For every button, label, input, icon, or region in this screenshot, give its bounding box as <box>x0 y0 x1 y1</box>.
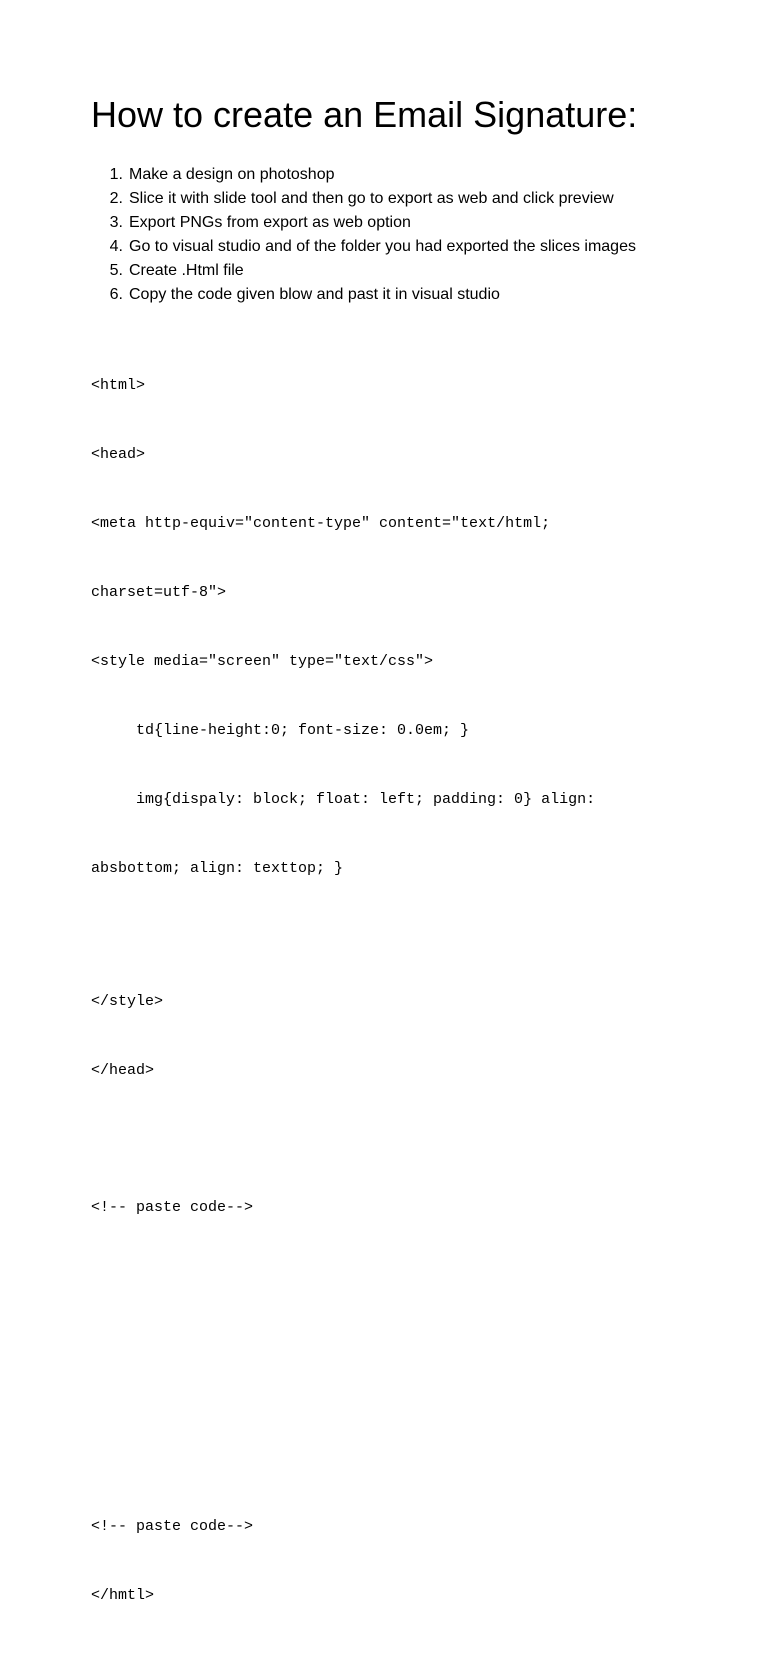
step-number: 1. <box>109 166 123 183</box>
step-text: Slice it with slide tool and then go to export as web and click preview <box>129 190 614 207</box>
blank-area <box>91 1265 691 1469</box>
list-item <box>0 259 768 283</box>
steps-list <box>0 163 768 307</box>
step-text: Copy the code given blow and past it in visual studio <box>129 286 500 303</box>
step-text: Create .Html file <box>129 262 244 279</box>
list-item <box>0 283 768 307</box>
list-item <box>0 163 768 187</box>
step-number: 6. <box>109 286 123 303</box>
code-line: <!-- paste code--> <box>91 1199 254 1216</box>
list-item <box>0 187 768 211</box>
code-line: img{dispaly: block; float: left; padding: 0} align: <box>136 791 596 808</box>
step-number: 4. <box>109 238 123 255</box>
code-line: </style> <box>91 993 164 1010</box>
code-line: <html> <box>91 377 146 394</box>
code-line: charset=utf-8"> <box>91 584 227 601</box>
list-item <box>0 235 768 259</box>
code-line: absbottom; align: texttop; } <box>91 860 344 877</box>
step-number: 2. <box>109 190 123 207</box>
code-block <box>91 328 691 1653</box>
code-line: td{line-height:0; font-size: 0.0em; } <box>136 722 470 739</box>
code-line: <meta http-equiv="content-type" content="text/html; <box>91 515 551 532</box>
step-text: Go to visual studio and of the folder you had exported the slices images <box>129 238 636 255</box>
step-text: Make a design on photoshop <box>129 166 335 183</box>
code-line: <head> <box>91 446 146 463</box>
step-text: Export PNGs from export as web option <box>129 214 411 231</box>
code-line: <!-- paste code--> <box>91 1518 254 1535</box>
step-number: 5. <box>109 262 123 279</box>
step-number: 3. <box>109 214 123 231</box>
code-line: </head> <box>91 1062 155 1079</box>
code-line: </hmtl> <box>91 1587 155 1604</box>
blank-line <box>91 1128 691 1150</box>
code-line: <style media="screen" type="text/css"> <box>91 653 434 670</box>
list-item <box>0 211 768 235</box>
page-title: How to create an Email Signature: <box>91 94 638 135</box>
blank-line <box>91 926 691 944</box>
